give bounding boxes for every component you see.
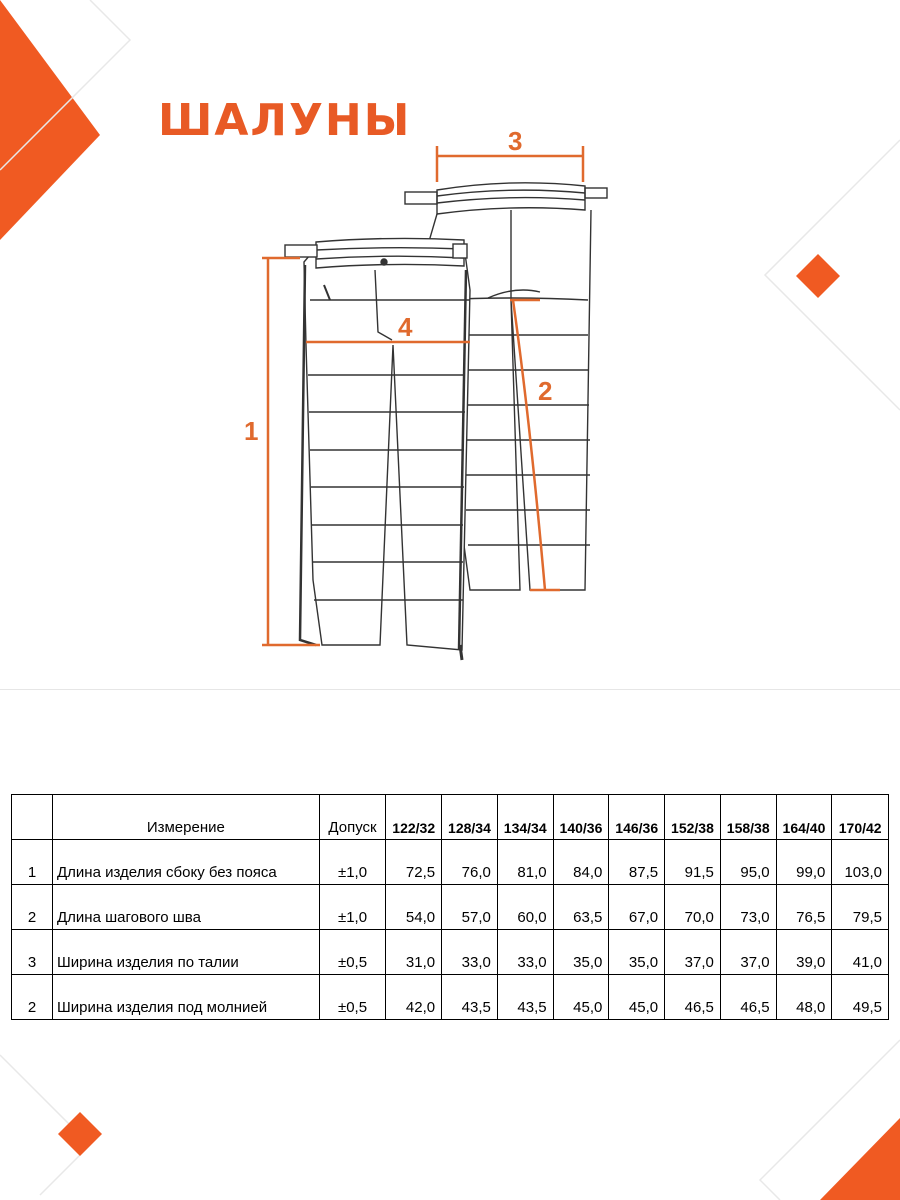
row-value: 57,0	[442, 885, 498, 930]
header-size: 164/40	[776, 795, 832, 840]
row-measure-name: Длина изделия сбоку без пояса	[53, 840, 320, 885]
row-value: 45,0	[553, 975, 609, 1020]
row-value: 60,0	[497, 885, 553, 930]
row-value: 103,0	[832, 840, 889, 885]
row-value: 63,5	[553, 885, 609, 930]
measure-label-2: 2	[538, 376, 553, 406]
row-value: 41,0	[832, 930, 889, 975]
row-value: 48,0	[776, 975, 832, 1020]
row-value: 76,5	[776, 885, 832, 930]
row-value: 49,5	[832, 975, 889, 1020]
row-value: 81,0	[497, 840, 553, 885]
row-value: 73,0	[720, 885, 776, 930]
header-size: 152/38	[665, 795, 721, 840]
row-value: 95,0	[720, 840, 776, 885]
row-value: 37,0	[720, 930, 776, 975]
row-number: 2	[12, 885, 53, 930]
row-value: 46,5	[720, 975, 776, 1020]
corner-triangle-bottom-right	[820, 1118, 900, 1200]
row-value: 54,0	[386, 885, 442, 930]
row-value: 46,5	[665, 975, 721, 1020]
row-value: 35,0	[553, 930, 609, 975]
row-value: 43,5	[497, 975, 553, 1020]
row-value: 43,5	[442, 975, 498, 1020]
row-value: 99,0	[776, 840, 832, 885]
table-header-row	[12, 795, 889, 840]
header-index	[12, 795, 53, 840]
row-value: 70,0	[665, 885, 721, 930]
row-value: 67,0	[609, 885, 665, 930]
header-size: 170/42	[832, 795, 889, 840]
table-row	[12, 840, 889, 885]
header-size: 146/36	[609, 795, 665, 840]
row-value: 79,5	[832, 885, 889, 930]
row-measure-name: Длина шагового шва	[53, 885, 320, 930]
table-row	[12, 975, 889, 1020]
row-number: 3	[12, 930, 53, 975]
table-row	[12, 885, 889, 930]
row-value: 76,0	[442, 840, 498, 885]
header-size: 140/36	[553, 795, 609, 840]
row-value: 35,0	[609, 930, 665, 975]
row-tolerance: ±0,5	[319, 930, 386, 975]
row-value: 91,5	[665, 840, 721, 885]
row-measure-name: Ширина изделия по талии	[53, 930, 320, 975]
header-measure: Измерение	[53, 795, 320, 840]
brand-logo: ШАЛУНЫ	[158, 95, 412, 146]
row-tolerance: ±1,0	[319, 885, 386, 930]
row-value: 45,0	[609, 975, 665, 1020]
header-size: 134/34	[497, 795, 553, 840]
measure-line-2	[510, 300, 560, 590]
header-size: 122/32	[386, 795, 442, 840]
row-value: 72,5	[386, 840, 442, 885]
row-value: 87,5	[609, 840, 665, 885]
row-value: 42,0	[386, 975, 442, 1020]
header-size: 128/34	[442, 795, 498, 840]
measure-label-3: 3	[508, 126, 523, 156]
trousers-front-view	[285, 238, 470, 660]
row-value: 84,0	[553, 840, 609, 885]
table-row	[12, 930, 889, 975]
measure-label-4: 4	[398, 312, 413, 342]
header-tolerance: Допуск	[319, 795, 386, 840]
row-tolerance: ±0,5	[319, 975, 386, 1020]
row-value: 33,0	[442, 930, 498, 975]
row-number: 1	[12, 840, 53, 885]
row-value: 31,0	[386, 930, 442, 975]
row-value: 33,0	[497, 930, 553, 975]
row-measure-name: Ширина изделия под молнией	[53, 975, 320, 1020]
row-value: 37,0	[665, 930, 721, 975]
size-table	[11, 794, 889, 1020]
measure-label-1: 1	[244, 416, 259, 446]
row-number: 2	[12, 975, 53, 1020]
row-tolerance: ±1,0	[319, 840, 386, 885]
row-value: 39,0	[776, 930, 832, 975]
header-size: 158/38	[720, 795, 776, 840]
